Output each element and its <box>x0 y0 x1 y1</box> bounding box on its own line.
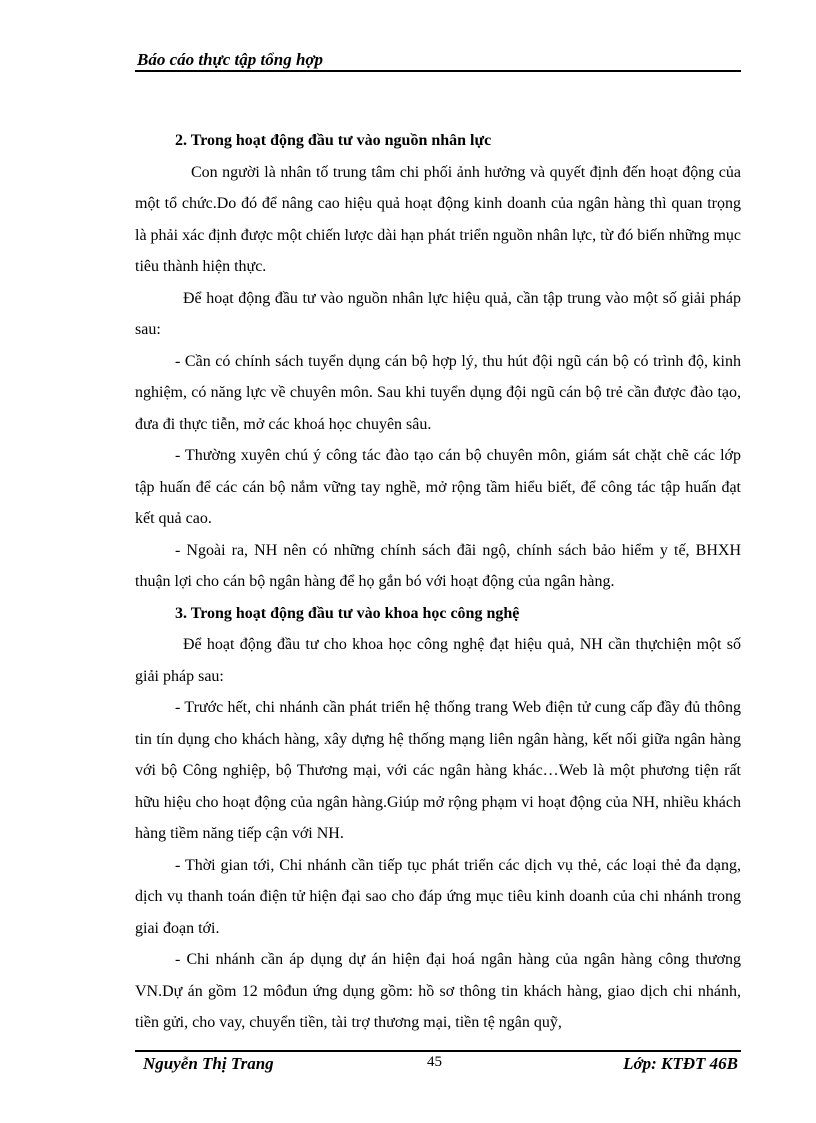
paragraph: Để hoạt động đầu tư vào nguồn nhân lực hiệu quả, cần tập trung vào một số giải pháp sau: <box>135 289 741 338</box>
paragraph: - Ngoài ra, NH nên có những chính sách đãi ngộ, chính sách bảo hiểm y tế, BHXH thuận lợi cho cán bộ ngân hàng để họ gắn bó với hoạt động của ngân hàng. <box>135 541 741 590</box>
paragraph: - Trước hết, chi nhánh cần phát triển hệ thống trang Web điện tử cung cấp đầy đủ thông tin tín dụng cho khách hàng, xây dựng hệ thống mạng liên ngân hàng, kết nối giữa ngân hàng với bộ Công nghiệp, bộ Thương mại, với các ngân hàng khác…Web là một phương tiện rất hữu hiệu cho hoạt động của ngân hàng.Giúp mở rộng phạm vi hoạt động của NH, nhiều khách hàng tiềm năng tiếp cận với NH. <box>135 699 741 842</box>
header-title: Báo cáo thực tập tổng hợp <box>137 50 324 69</box>
footer-class-label: Lớp: KTĐT 46B <box>623 1054 738 1073</box>
paragraph: - Cần có chính sách tuyển dụng cán bộ hợp lý, thu hút đội ngũ cán bộ có trình độ, kinh nghiệm, có năng lực về chuyên môn. Sau khi tuyển dụng đội ngũ cán bộ trẻ cần được đào tạo, đưa đi thực tiễn, mở các khoá học chuyên sâu. <box>135 352 741 433</box>
paragraph: - Chi nhánh cần áp dụng dự án hiện đại hoá ngân hàng của ngân hàng công thương VN.Dự án gồm 12 môđun ứng dụng gồm: hồ sơ thông tin khách hàng, giao dịch chi nhánh, tiền gửi, cho vay, chuyển tiền, tài trợ thương mại, tiền tệ ngân quỹ, <box>135 951 741 1031</box>
document-body <box>135 125 741 1039</box>
paragraph: - Thời gian tới, Chi nhánh cần tiếp tục phát triển các dịch vụ thẻ, các loại thẻ đa dạng, dịch vụ thanh toán điện tử hiện đại sao cho đáp ứng mục tiêu kinh doanh của chi nhánh trong giai đoạn tới. <box>135 856 741 937</box>
paragraph: Để hoạt động đầu tư cho khoa học công nghệ đạt hiệu quả, NH cần thựchiện một số giải pháp sau: <box>135 636 741 685</box>
section-heading-3: 3. Trong hoạt động đầu tư vào khoa học công nghệ <box>175 604 520 622</box>
paragraph: Con người là nhân tố trung tâm chi phối ảnh hưởng và quyết định đến hoạt động của một tổ chức.Do đó để nâng cao hiệu quả hoạt động kinh doanh của ngân hàng thì quan trọng là phải xác định được một chiến lược dài hạn phát triển nguồn nhân lực, từ đó biến những mục tiêu thành hiện thực. <box>135 163 741 275</box>
page-header <box>135 50 741 72</box>
page-number: 45 <box>427 1054 442 1070</box>
footer-divider <box>135 1050 741 1052</box>
section-heading-2: 2. Trong hoạt động đầu tư vào nguồn nhân lực <box>175 132 492 149</box>
paragraph: - Thường xuyên chú ý công tác đào tạo cán bộ chuyên môn, giám sát chặt chẽ các lớp tập huấn để các cán bộ nắm vững tay nghề, mở rộng tầm hiểu biết, để công tác tập huấn đạt kết quả cao. <box>135 447 741 527</box>
footer-author: Nguyễn Thị Trang <box>143 1054 274 1073</box>
